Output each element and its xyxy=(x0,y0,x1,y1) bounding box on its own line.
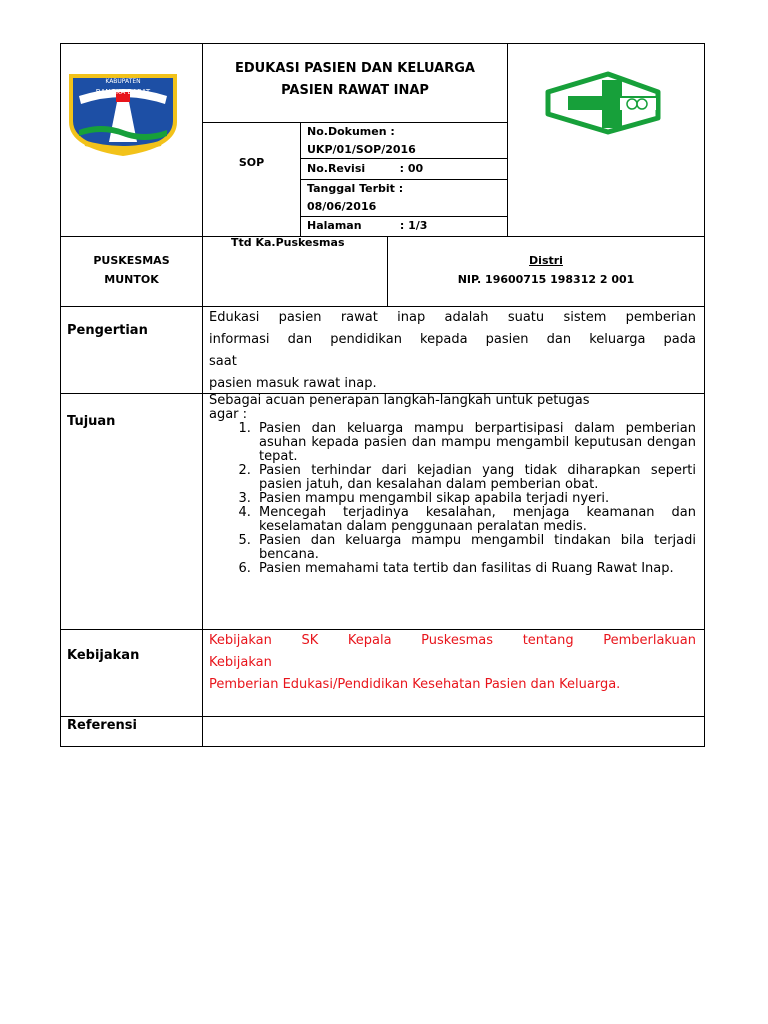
header-row xyxy=(60,43,705,237)
tujuan-row xyxy=(60,394,705,630)
kebijakan-label: Kebijakan xyxy=(67,648,140,663)
regency-logo-cell xyxy=(61,44,202,236)
list-item: 3. Pasien mampu mengambil sikap apabila terjadi nyeri. xyxy=(255,492,696,506)
referensi-row xyxy=(60,717,705,747)
referensi-label: Referensi xyxy=(67,718,137,733)
tujuan-intro: Sebagai acuan penerapan langkah-langkah untuk petugas agar : xyxy=(209,393,590,422)
regency-logo-icon xyxy=(61,44,202,236)
list-item: 6. Pasien memahami tata tertib dan fasilitas di Ruang Rawat Inap. xyxy=(255,562,696,576)
signatory-name: Distri xyxy=(529,254,563,267)
organization-name: PUSKESMAS MUNTOK xyxy=(93,254,170,286)
svg-text:KABUPATEN: KABUPATEN xyxy=(105,78,141,85)
signature-label: Ttd Ka.Puskesmas xyxy=(231,236,345,249)
pengertian-row xyxy=(60,307,705,394)
signature-row xyxy=(60,237,705,307)
tujuan-label: Tujuan xyxy=(67,414,116,429)
tujuan-content xyxy=(209,394,696,629)
issue-date-value: 08/06/2016 xyxy=(307,200,377,213)
pengertian-text: Edukasi pasien rawat inap adalah suatu sistem pemberian informasi dan pendidikan kepada pasien dan keluarga pada saat pasien masuk rawat inap. xyxy=(209,310,696,391)
signatory-nip: NIP. 19600715 198312 2 001 xyxy=(457,273,635,286)
list-item: 2. Pasien terhindar dari kejadian yang tidak diharapkan seperti pasien jatuh, dan kesalahan dalam pemberian obat. xyxy=(255,464,696,492)
svg-text:BANGKA BARAT: BANGKA BARAT xyxy=(95,88,151,96)
revision-number: No.Revisi : 00 xyxy=(307,162,424,175)
sop-label: SOP xyxy=(238,156,265,169)
tujuan-list xyxy=(209,422,696,576)
doc-number-value: UKP/01/SOP/2016 xyxy=(307,143,416,156)
puskesmas-logo-icon xyxy=(508,44,704,236)
document-meta xyxy=(301,123,507,236)
puskesmas-logo-cell xyxy=(508,44,704,236)
issue-date-label: Tanggal Terbit : xyxy=(307,182,404,195)
doc-number-label: No.Dokumen : xyxy=(307,125,395,138)
list-item: 4. Mencegah terjadinya kesalahan, menjaga keamanan dan keselamatan dalam penggunaan peralatan medis. xyxy=(255,506,696,534)
title-cell xyxy=(203,44,507,236)
kebijakan-text: Kebijakan SK Kepala Puskesmas tentang Pemberlakuan Kebijakan Pemberian Edukasi/Pendidikan Kesehatan Pasien dan Keluarga. xyxy=(209,633,696,692)
document-title: EDUKASI PASIEN DAN KELUARGA PASIEN RAWAT INAP xyxy=(235,61,475,98)
kebijakan-row xyxy=(60,630,705,717)
signatory xyxy=(388,237,704,306)
list-item: 5. Pasien dan keluarga mampu mengambil tindakan bila terjadi bencana. xyxy=(255,534,696,562)
sop-document xyxy=(60,43,705,747)
pengertian-label: Pengertian xyxy=(67,323,148,338)
page-number: Halaman : 1/3 xyxy=(307,219,428,232)
list-item: 1. Pasien dan keluarga mampu berpartisipasi dalam pemberian asuhan kepada pasien dan mampu mengambil keputusan dengan tepat. xyxy=(255,422,696,464)
